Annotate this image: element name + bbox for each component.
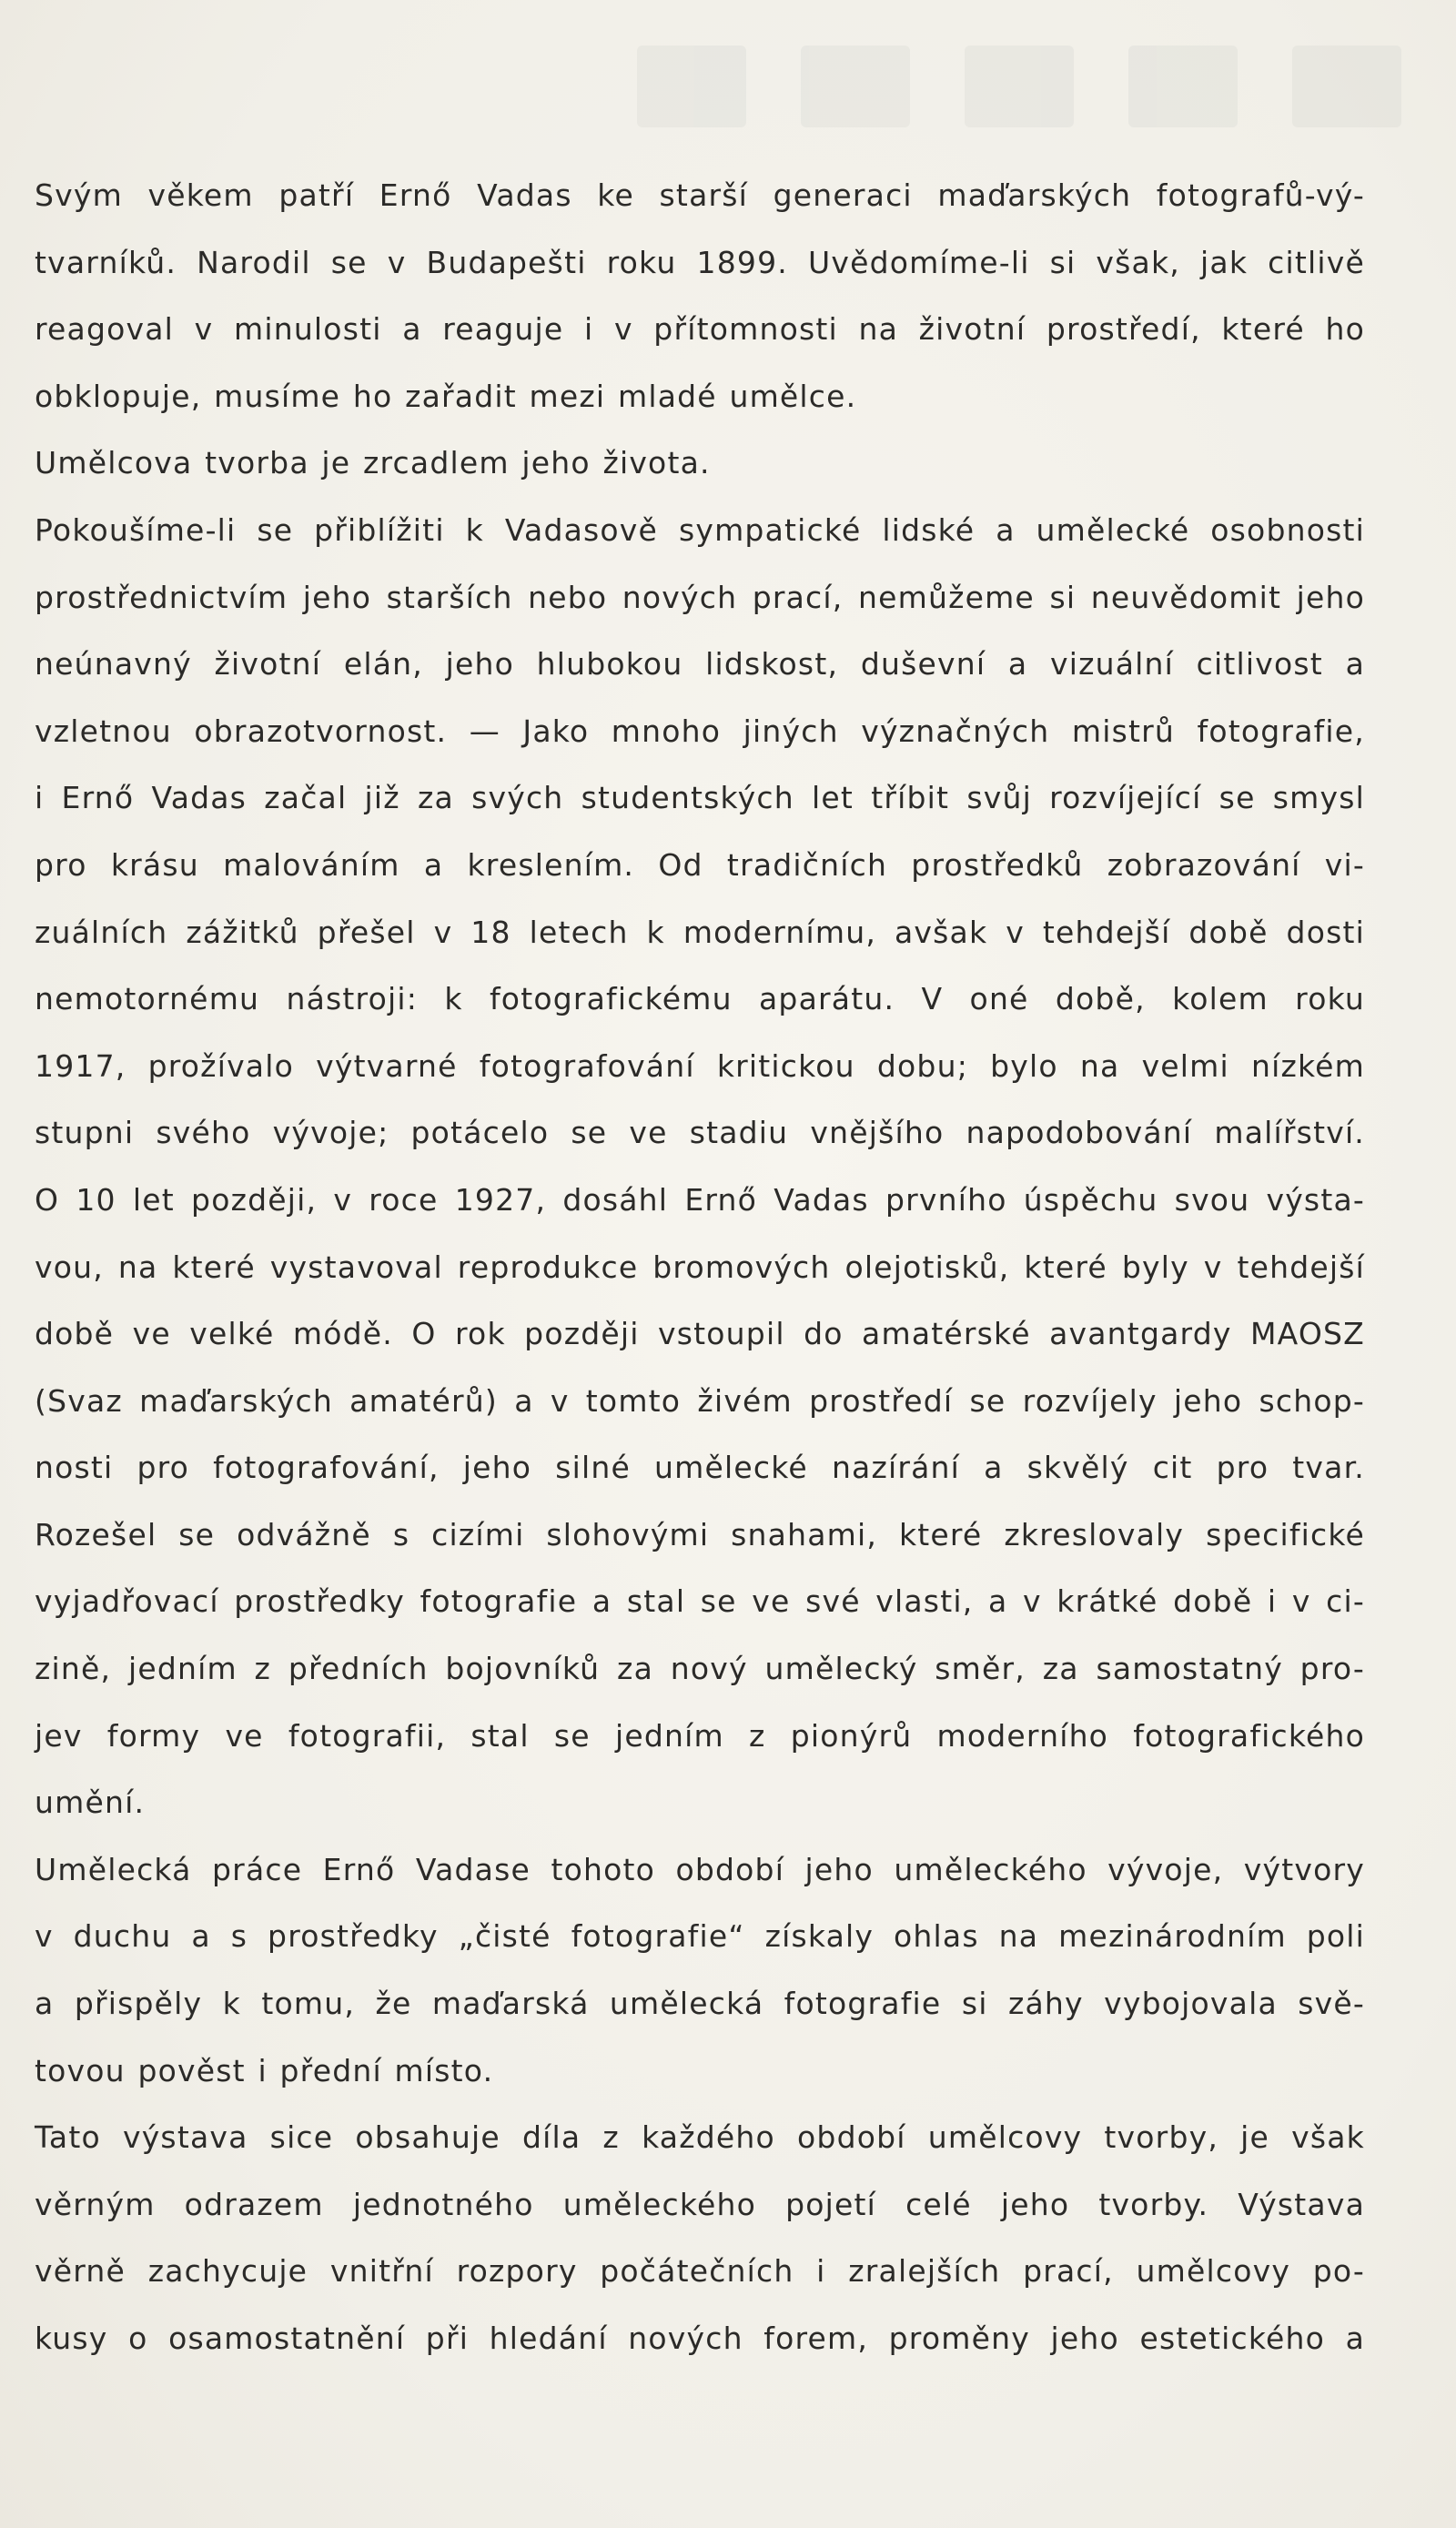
text-line: vou, na které vystavoval reprodukce bromových olejotisků, které byly v tehdejší [35, 1249, 1365, 1285]
text-line: pro krásu malováním a kreslením. Od tradičních prostředků zobrazování vi- [35, 846, 1365, 883]
text-line: (Svaz maďarských amatérů) a v tomto živém prostředí se rozvíjely jeho schop- [35, 1382, 1365, 1419]
text-line: v duchu a s prostředky „čisté fotografie“ získaly ohlas na mezinárodním poli [35, 1918, 1365, 1955]
text-line: Rozešel se odvážně s cizími slohovými snahami, které zkreslovaly specifické [35, 1516, 1365, 1552]
text-line: tvarníků. Narodil se v Budapešti roku 1899. Uvědomíme-li si však, jak citlivě [35, 244, 1365, 280]
text-line: věrným odrazem jednotného uměleckého pojetí celé jeho tvorby. Výstava [35, 2186, 1365, 2222]
text-line: vyjadřovací prostředky fotografie a stal se ve své vlasti, a v krátké době i v ci- [35, 1583, 1365, 1620]
text-line: věrně zachycuje vnitřní rozpory počátečních i zralejších prací, umělcovy po- [35, 2253, 1365, 2290]
text-line: zině, jedním z předních bojovníků za nový umělecký směr, za samostatný pro- [35, 1651, 1365, 1687]
text-line: nosti pro fotografování, jeho silné umělecké nazírání a skvělý cit pro tvar. [35, 1450, 1365, 1486]
faint-heading-bleed [637, 36, 1420, 137]
text-line: obklopuje, musíme ho zařadit mezi mladé umělce. [35, 378, 857, 414]
body-text [35, 162, 1365, 2372]
text-line: O 10 let později, v roce 1927, dosáhl Ernő Vadas prvního úspěchu svou výsta- [35, 1181, 1365, 1218]
text-line: době ve velké módě. O rok později vstoupil do amatérské avantgardy MAOSZ [35, 1316, 1365, 1352]
text-line: umění. [35, 1785, 146, 1821]
ghost-letter [801, 46, 910, 127]
text-line: prostřednictvím jeho starších nebo nových prací, nemůžeme si neuvědomit jeho [35, 579, 1365, 615]
text-line: neúnavný životní elán, jeho hlubokou lidskost, duševní a vizuální citlivost a [35, 646, 1365, 683]
text-line: Tato výstava sice obsahuje díla z každého období umělcovy tvorby, je však [35, 2119, 1365, 2156]
text-line: a přispěly k tomu, že maďarská umělecká fotografie si záhy vybojovala svě- [35, 1986, 1365, 2022]
text-line: reagoval v minulosti a reaguje i v přítomnosti na životní prostředí, které ho [35, 311, 1365, 348]
text-line: Umělcova tvorba je zrcadlem jeho života. [35, 445, 711, 481]
text-line: tovou pověst i přední místo. [35, 2052, 494, 2088]
ghost-letter [637, 46, 746, 127]
text-line: Pokoušíme-li se přiblížiti k Vadasově sympatické lidské a umělecké osobnosti [35, 511, 1365, 548]
text-line: 1917, prožívalo výtvarné fotografování kritickou dobu; bylo na velmi nízkém [35, 1047, 1365, 1084]
text-line: jev formy ve fotografii, stal se jedním z pionýrů moderního fotografického [35, 1717, 1365, 1754]
text-line: i Ernő Vadas začal již za svých studentských let tříbit svůj rozvíjející se smysl [35, 780, 1365, 816]
text-line: zuálních zážitků přešel v 18 letech k modernímu, avšak v tehdejší době dosti [35, 914, 1365, 950]
ghost-letter [965, 46, 1074, 127]
text-line: Svým věkem patří Ernő Vadas ke starší generaci maďarských fotografů-vý- [35, 177, 1365, 213]
ghost-letter [1292, 46, 1401, 127]
text-line: nemotornému nástroji: k fotografickému aparátu. V oné době, kolem roku [35, 981, 1365, 1017]
text-line: kusy o osamostatnění při hledání nových forem, proměny jeho estetického a [35, 2321, 1365, 2356]
ghost-letter [1128, 46, 1238, 127]
text-line: vzletnou obrazotvornost. — Jako mnoho jiných význačných mistrů fotografie, [35, 713, 1365, 749]
text-line: Umělecká práce Ernő Vadase tohoto období jeho uměleckého vývoje, výtvory [35, 1851, 1365, 1887]
text-line: stupni svého vývoje; potácelo se ve stadiu vnějšího napodobování malířství. [35, 1115, 1365, 1151]
